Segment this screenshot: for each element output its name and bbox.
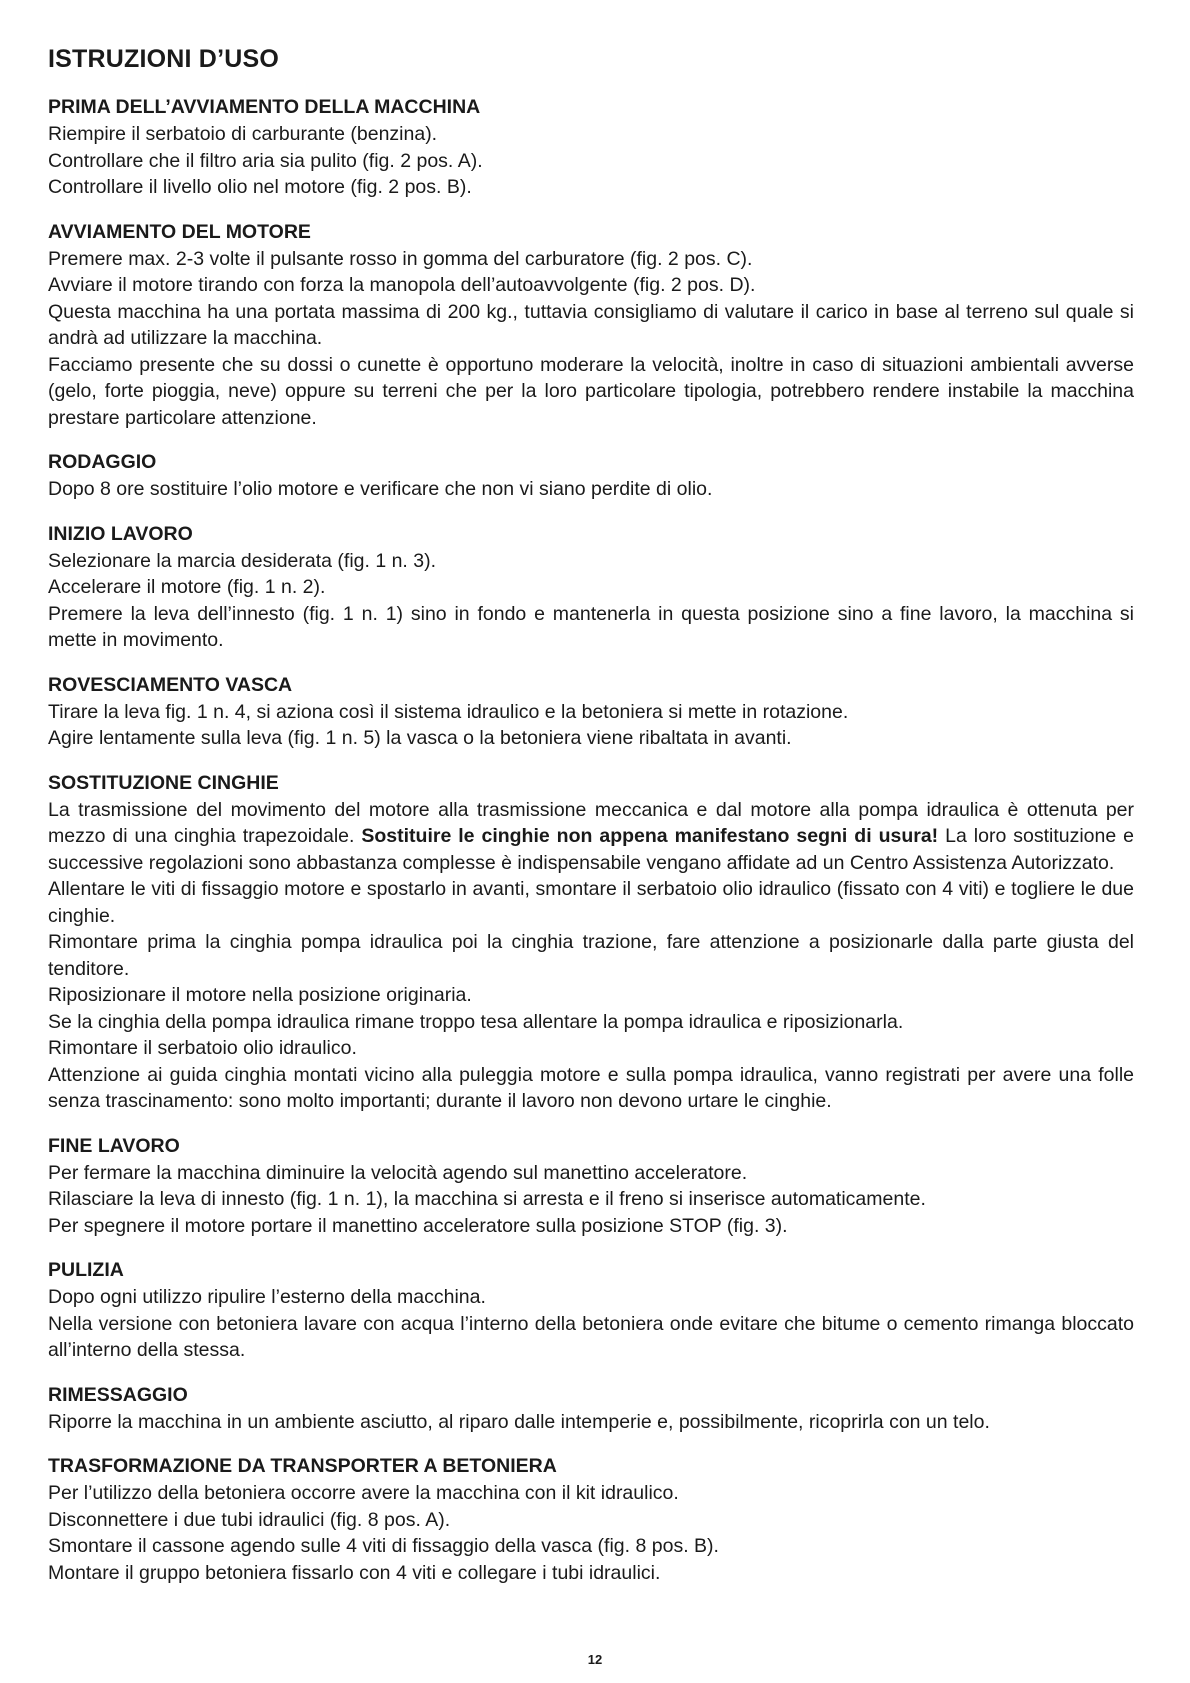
text-segment: Premere max. 2-3 volte il pulsante rosso in gomma del carburatore (fig. 2 pos. C). [48, 247, 753, 270]
text-segment: Accelerare il motore (fig. 1 n. 2). [48, 576, 326, 598]
paragraph [48, 1009, 1134, 1036]
text-segment: Rimontare prima la cinghia pompa idraulica poi la cinghia trazione, fare attenzione a posizionarle dalla parte giusta del tenditore. [48, 931, 1134, 980]
section-heading: RODAGGIO [48, 451, 157, 473]
paragraph [48, 929, 1134, 982]
section [48, 521, 1134, 654]
paragraph [48, 352, 1134, 432]
paragraph [48, 797, 1134, 877]
paragraph [48, 272, 1134, 299]
sections-container [48, 94, 1134, 1586]
paragraph [48, 1213, 1134, 1240]
section-heading: PRIMA DELL’AVVIAMENTO DELLA MACCHINA [48, 96, 481, 118]
paragraph [48, 174, 1134, 201]
text-segment: Smontare il cassone agendo sulle 4 viti di fissaggio della vasca (fig. 8 pos. B). [48, 1535, 719, 1557]
text-segment: Facciamo presente che su dossi o cunette è opportuno moderare la velocità, inoltre in caso di situazioni ambientali avverse (gelo, forte pioggia, neve) oppure su terreni che per la loro particolare tipologia, potrebbero rendere instabile la macchina prestare particolare attenzione. [48, 353, 1134, 429]
text-segment: Rimontare il serbatoio olio idraulico. [48, 1037, 357, 1059]
paragraph [48, 601, 1134, 654]
section [48, 770, 1134, 1115]
paragraph [48, 699, 1134, 726]
paragraph [48, 1409, 1134, 1436]
text-segment: Controllare che il filtro aria sia pulito (fig. 2 pos. A). [48, 149, 483, 172]
text-segment: Per l’utilizzo della betoniera occorre avere la macchina con il kit idraulico. [48, 1482, 679, 1504]
text-segment: La loro sostituzione e successive regolazioni sono abbastanza complesse è indispensabile vengano affidate ad un Centro Assistenza Autorizzato. [48, 825, 1135, 874]
paragraph [48, 1311, 1134, 1364]
paragraph [48, 246, 1134, 273]
paragraph [48, 299, 1134, 352]
text-segment: Avviare il motore tirando con forza la manopola dell’autoavvolgente (fig. 2 pos. D). [48, 274, 756, 296]
text-segment: Dopo 8 ore sostituire l’olio motore e verificare che non vi siano perdite di olio. [48, 478, 713, 500]
paragraph [48, 121, 1134, 148]
text-segment: Per spegnere il motore portare il manettino acceleratore sulla posizione STOP (fig. 3). [48, 1214, 788, 1237]
paragraph [48, 725, 1134, 752]
section-heading: INIZIO LAVORO [48, 522, 193, 545]
section-heading: TRASFORMAZIONE DA TRANSPORTER A BETONIERA [48, 1455, 557, 1477]
text-segment: Nella versione con betoniera lavare con acqua l’interno della betoniera onde evitare che bitume o cemento rimanga bloccato all’interno della stessa. [48, 1312, 1134, 1361]
text-segment: Attenzione ai guida cinghia montati vicino alla puleggia motore e sulla pompa idraulica, vanno registrati per avere una folle senza trascinamento: sono molto importanti; durante il lavoro non devono urtare le cinghie. [48, 1063, 1134, 1112]
paragraph [48, 1160, 1134, 1187]
text-segment: Montare il gruppo betoniera fissarlo con 4 viti e collegare i tubi idraulici. [48, 1561, 661, 1584]
paragraph [48, 876, 1134, 929]
paragraph [48, 548, 1134, 575]
text-segment: Premere la leva dell’innesto (fig. 1 n. 1) sino in fondo e mantenerla in questa posizione sino a fine lavoro, la macchina si mette in movimento. [48, 602, 1134, 651]
paragraph [48, 1062, 1134, 1115]
paragraph [48, 1035, 1134, 1062]
text-segment: Allentare le viti di fissaggio motore e spostarlo in avanti, smontare il serbatoio olio idraulico (fissato con 4 viti) e togliere le due cinghie. [48, 878, 1134, 927]
section [48, 672, 1134, 752]
section [48, 219, 1134, 432]
paragraph [48, 1284, 1134, 1311]
section [48, 1133, 1134, 1240]
text-segment: La trasmissione del movimento del motore alla trasmissione meccanica e dal motore alla pompa idraulica è ottenuta per mezzo di una cinghia trapezoidale. [48, 798, 1134, 847]
paragraph [48, 1560, 1134, 1587]
text-segment: Controllare il livello olio nel motore (fig. 2 pos. B). [48, 176, 472, 198]
paragraph [48, 148, 1134, 175]
document-page [48, 44, 1134, 1604]
text-segment: Disconnettere i due tubi idraulici (fig. 8 pos. A). [48, 1508, 451, 1531]
page-number: 12 [587, 1652, 603, 1667]
section [48, 1382, 1134, 1436]
section-heading: RIMESSAGGIO [48, 1383, 188, 1406]
section-heading: AVVIAMENTO DEL MOTORE [48, 220, 311, 243]
text-segment: Tirare la leva fig. 1 n. 4, si aziona così il sistema idraulico e la betoniera si mette in rotazione. [48, 700, 849, 723]
section [48, 1257, 1134, 1364]
bold-text: Sostituire le cinghie non appena manifestano segni di usura! [361, 825, 939, 847]
section-heading: FINE LAVORO [48, 1134, 180, 1157]
document-title: ISTRUZIONI D’USO [48, 45, 279, 73]
section [48, 449, 1134, 503]
paragraph [48, 1480, 1134, 1507]
text-segment: Selezionare la marcia desiderata (fig. 1 n. 3). [48, 549, 437, 572]
text-segment: Rilasciare la leva di innesto (fig. 1 n. 1), la macchina si arresta e il freno si inserisce automaticamente. [48, 1188, 926, 1210]
text-segment: Riposizionare il motore nella posizione originaria. [48, 984, 472, 1006]
paragraph [48, 476, 1134, 503]
paragraph [48, 574, 1134, 601]
text-segment: Per fermare la macchina diminuire la velocità agendo sul manettino acceleratore. [48, 1161, 748, 1184]
paragraph [48, 1186, 1134, 1213]
text-segment: Riempire il serbatoio di carburante (benzina). [48, 123, 438, 145]
section [48, 1453, 1134, 1586]
paragraph [48, 1507, 1134, 1534]
paragraph [48, 1533, 1134, 1560]
paragraph [48, 982, 1134, 1009]
text-segment: Agire lentamente sulla leva (fig. 1 n. 5) la vasca o la betoniera viene ribaltata in avanti. [48, 727, 792, 749]
section-heading: ROVESCIAMENTO VASCA [48, 673, 293, 696]
section-heading: PULIZIA [48, 1259, 124, 1281]
text-segment: Se la cinghia della pompa idraulica rimane troppo tesa allentare la pompa idraulica e riposizionarla. [48, 1010, 904, 1033]
text-segment: Riporre la macchina in un ambiente asciutto, al riparo dalle intemperie e, possibilmente, ricoprirla con un telo. [48, 1410, 990, 1433]
text-segment: Dopo ogni utilizzo ripulire l’esterno della macchina. [48, 1286, 486, 1308]
section [48, 94, 1134, 201]
section-heading: SOSTITUZIONE CINGHIE [48, 771, 279, 794]
text-segment: Questa macchina ha una portata massima di 200 kg., tuttavia consigliamo di valutare il carico in base al terreno sul quale si andrà ad utilizzare la macchina. [48, 300, 1134, 349]
